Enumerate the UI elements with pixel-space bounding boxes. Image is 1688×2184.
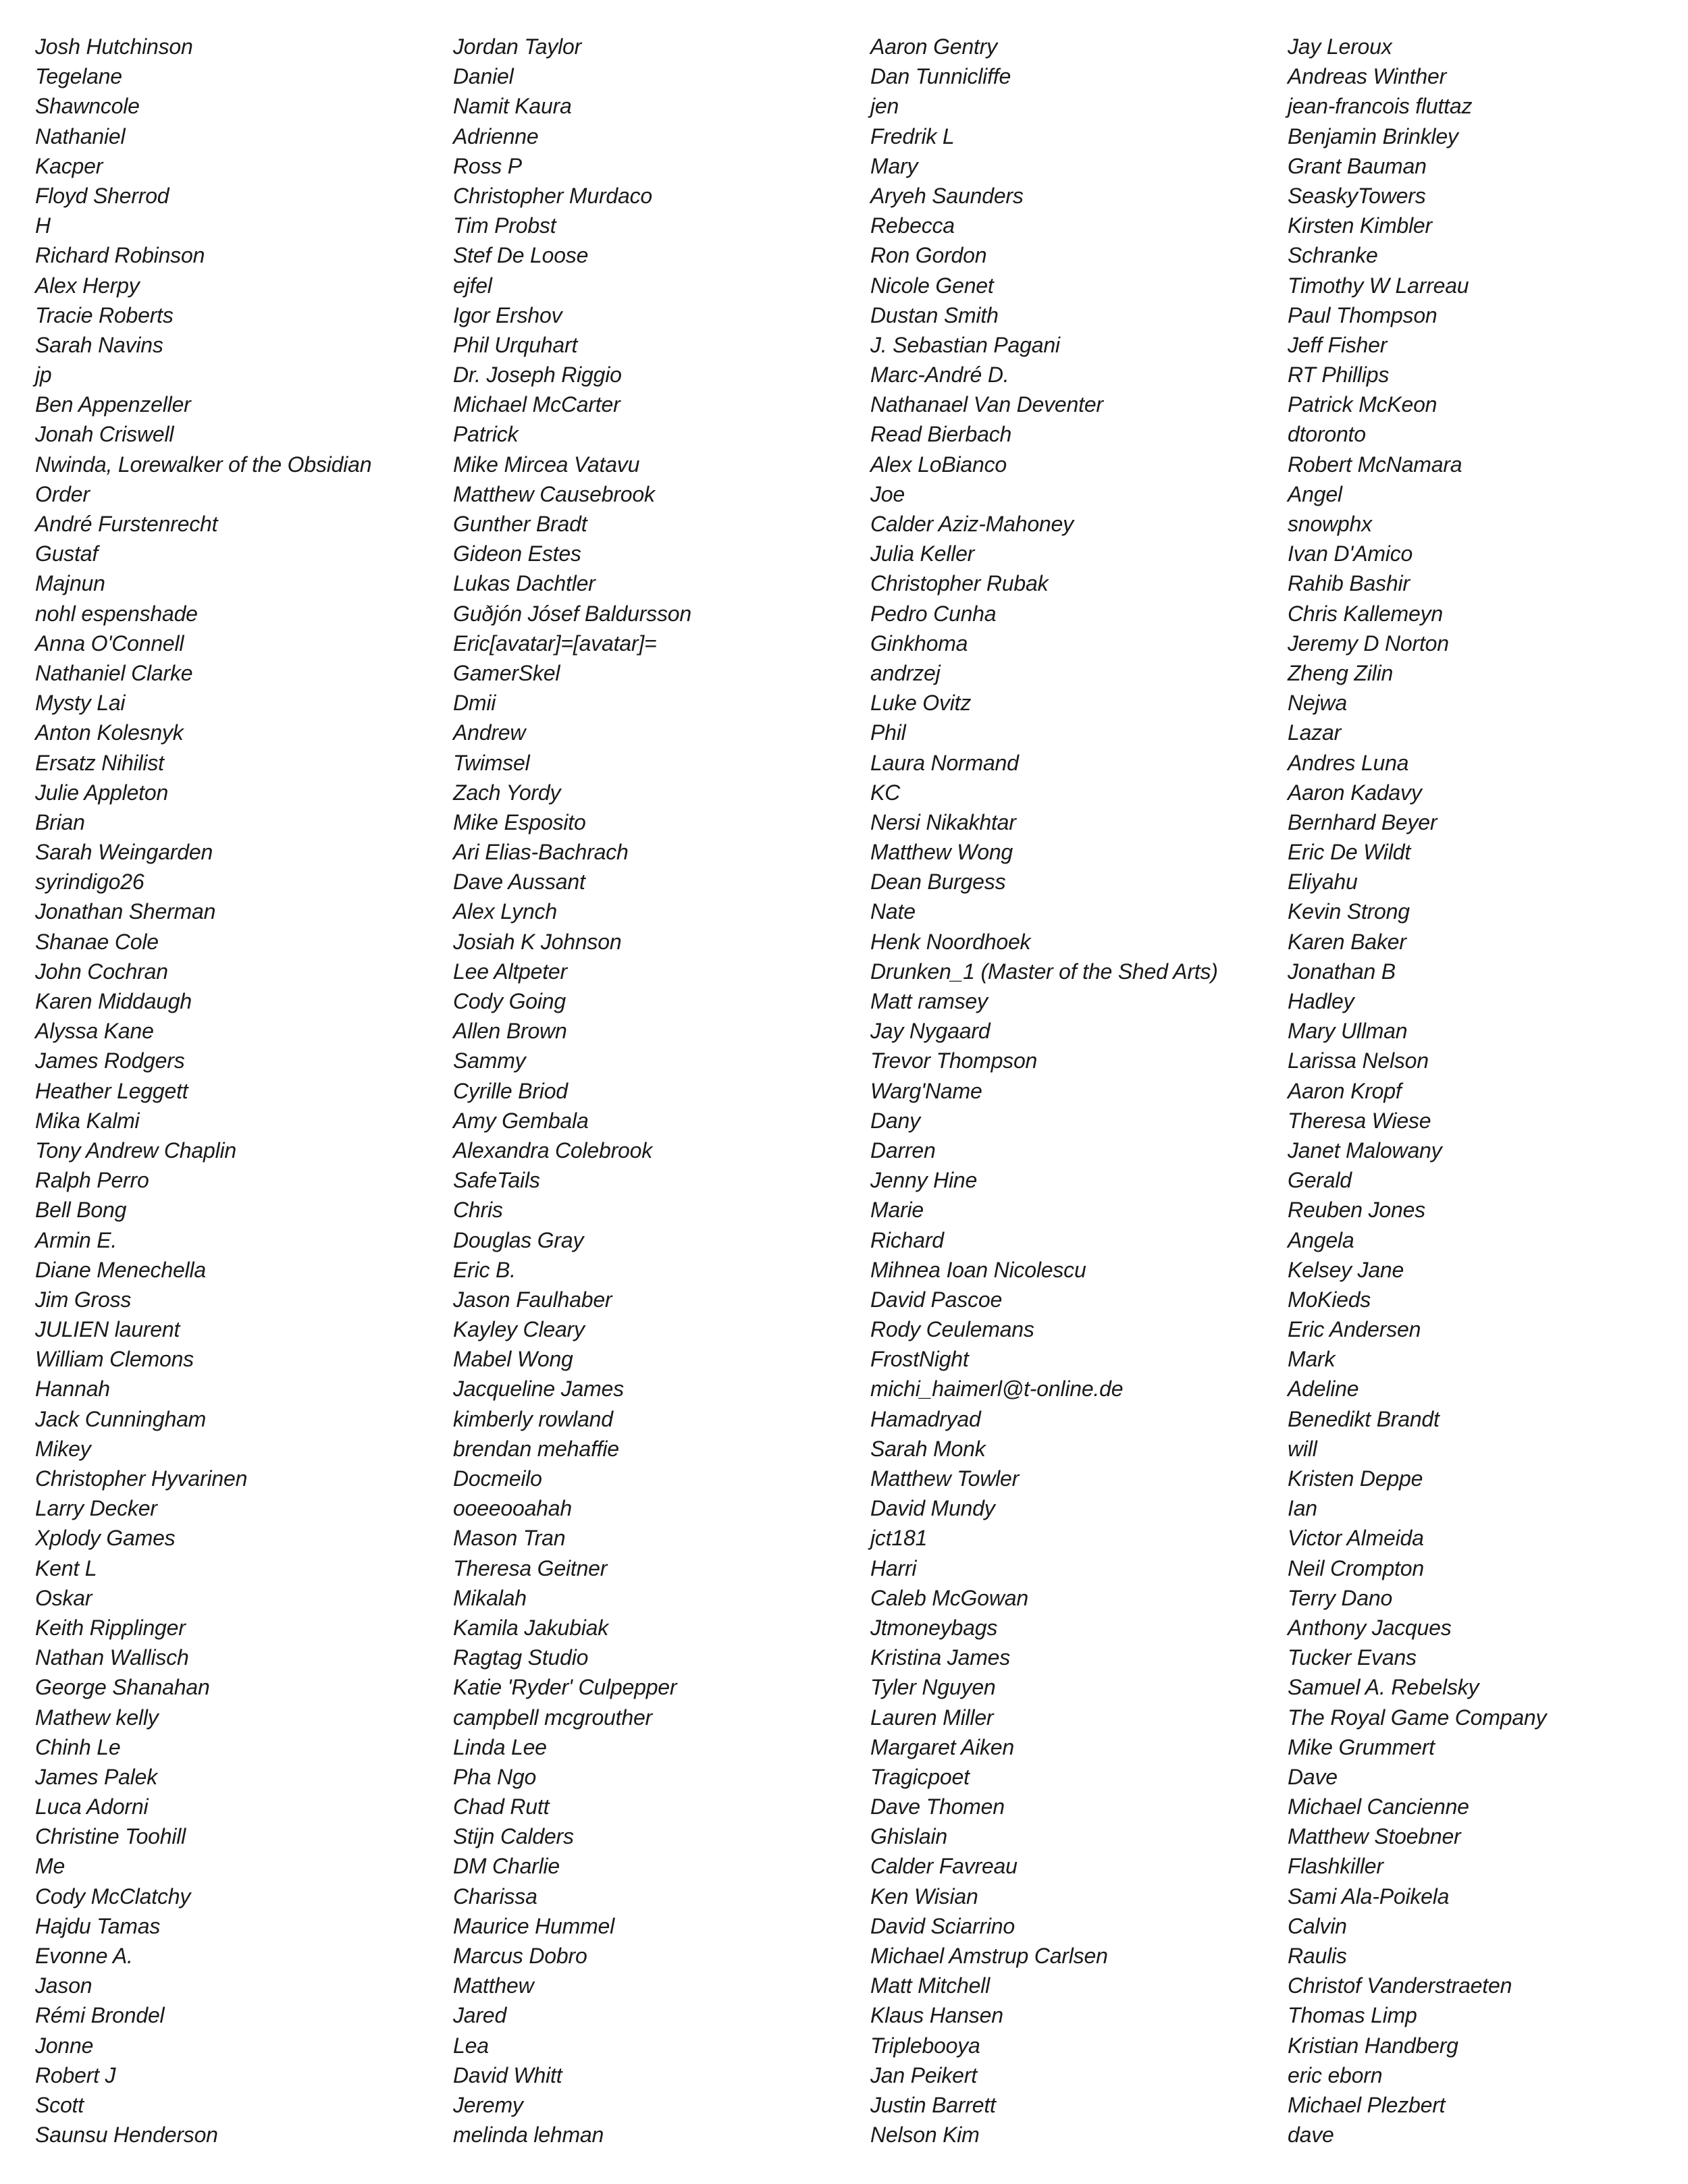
name-entry: Jonathan B — [1288, 959, 1396, 984]
name-entry: kimberly rowland — [453, 1406, 613, 1431]
name-entry: KC — [870, 780, 901, 805]
name-entry: Lea — [453, 2033, 489, 2058]
name-entry: Benedikt Brandt — [1288, 1406, 1440, 1431]
name-entry: Luke Ovitz — [870, 691, 972, 716]
name-entry: Mysty Lai — [35, 691, 126, 716]
name-entry: Zach Yordy — [453, 780, 561, 805]
name-entry: Jonathan Sherman — [35, 899, 216, 924]
name-entry: Dan Tunnicliffe — [870, 64, 1011, 89]
name-entry: Phil — [870, 720, 906, 745]
name-entry: Chris — [453, 1198, 503, 1223]
name-entry: Calder Aziz-Mahoney — [870, 512, 1074, 536]
name-entry: Lukas Dachtler — [453, 571, 596, 596]
name-entry: Patrick — [453, 422, 519, 447]
name-entry: Tragicpoet — [870, 1764, 970, 1789]
name-entry: FrostNight — [870, 1347, 969, 1372]
name-entry: Dany — [870, 1108, 920, 1133]
name-entry: Ken Wisian — [870, 1884, 978, 1909]
name-entry: David Whitt — [453, 2062, 562, 2087]
name-entry: Pha Ngo — [453, 1764, 537, 1789]
name-entry: Gunther Bradt — [453, 512, 587, 536]
name-entry: Eliyahu — [1288, 870, 1358, 895]
name-entry: jen — [870, 94, 899, 119]
name-entry: Dr. Joseph Riggio — [453, 363, 622, 388]
name-entry: Larry Decker — [35, 1496, 157, 1521]
name-entry: David Pascoe — [870, 1287, 1003, 1312]
name-entry: Ghislain — [870, 1824, 948, 1849]
name-entry: Kamila Jakubiak — [453, 1615, 609, 1640]
name-entry: John Cochran — [35, 959, 168, 984]
names-column-3 — [870, 32, 1275, 2150]
name-entry: Mabel Wong — [453, 1347, 573, 1372]
name-entry: Michael Plezbert — [1288, 2092, 1446, 2117]
name-entry: Stef De Loose — [453, 243, 589, 268]
name-entry: Nathan Wallisch — [35, 1645, 189, 1670]
name-entry: Henk Noordhoek — [870, 929, 1031, 954]
name-entry: Hadley — [1288, 989, 1354, 1013]
name-entry: Thomas Limp — [1288, 2003, 1417, 2028]
name-entry: Julie Appleton — [35, 780, 169, 805]
name-entry: Shawncole — [35, 94, 140, 119]
name-entry: Tyler Nguyen — [870, 1675, 996, 1700]
name-entry: Keith Ripplinger — [35, 1615, 186, 1640]
name-entry: David Sciarrino — [870, 1913, 1015, 1938]
name-entry: Amy Gembala — [453, 1108, 589, 1133]
name-entry: Matthew Towler — [870, 1466, 1020, 1491]
name-entry: Bernhard Beyer — [1288, 809, 1438, 834]
name-entry: Gerald — [1288, 1168, 1352, 1193]
name-entry: Order — [35, 481, 90, 506]
name-entry: Jonah Criswell — [35, 422, 174, 447]
name-entry: Jeremy — [453, 2092, 523, 2117]
name-entry: eric eborn — [1288, 2062, 1383, 2087]
name-entry: Michael McCarter — [453, 392, 621, 417]
name-entry: brendan mehaffie — [453, 1436, 619, 1461]
name-entry: Jordan Taylor — [453, 34, 582, 59]
name-entry: Mary Ullman — [1288, 1019, 1408, 1044]
name-entry: George Shanahan — [35, 1675, 210, 1700]
name-entry: SeaskyTowers — [1288, 183, 1426, 208]
name-entry: Nelson Kim — [870, 2123, 980, 2148]
name-entry: Ben Appenzeller — [35, 392, 191, 417]
name-entry: JULIEN laurent — [35, 1317, 180, 1342]
name-entry: Aaron Kadavy — [1288, 780, 1422, 805]
name-entry: Karen Baker — [1288, 929, 1406, 954]
name-entry: Evonne A. — [35, 1944, 133, 1968]
name-entry: Jack Cunningham — [35, 1406, 207, 1431]
name-entry: Warg'Name — [870, 1078, 982, 1103]
name-entry: Mika Kalmi — [35, 1108, 140, 1133]
name-entry: Eric[avatar]=[avatar]= — [453, 631, 657, 656]
name-entry: Josh Hutchinson — [35, 34, 193, 59]
name-entry: snowphx — [1288, 512, 1372, 536]
name-entry: Kristina James — [870, 1645, 1011, 1670]
name-entry: Matt Mitchell — [870, 1973, 990, 1998]
name-entry: Tucker Evans — [1288, 1645, 1417, 1670]
name-entry: Tracie Roberts — [35, 302, 174, 327]
name-entry: DM Charlie — [453, 1854, 560, 1879]
name-entry: The Royal Game Company — [1288, 1705, 1547, 1730]
name-entry: Eric B. — [453, 1257, 516, 1282]
name-entry: Anna O'Connell — [35, 631, 184, 656]
name-entry: melinda lehman — [453, 2123, 604, 2148]
name-entry: Adrienne — [453, 124, 539, 149]
name-entry: Dmii — [453, 691, 496, 716]
name-entry: Docmeilo — [453, 1466, 542, 1491]
name-entry: jean-francois fluttaz — [1288, 94, 1473, 119]
name-entry: michi_haimerl@t-online.de — [870, 1377, 1124, 1402]
name-entry: Ralph Perro — [35, 1168, 149, 1193]
name-entry: Allen Brown — [453, 1019, 567, 1044]
name-entry: Ragtag Studio — [453, 1645, 589, 1670]
name-entry: Jan Peikert — [870, 2062, 977, 2087]
name-entry: Rahib Bashir — [1288, 571, 1410, 596]
name-entry: Matthew — [453, 1973, 534, 1998]
name-entry: Samuel A. Rebelsky — [1288, 1675, 1479, 1700]
name-entry: Read Bierbach — [870, 422, 1012, 447]
name-entry: Sarah Monk — [870, 1436, 986, 1461]
name-entry: Christopher Hyvarinen — [35, 1466, 248, 1491]
name-entry: Sarah Navins — [35, 332, 163, 357]
name-entry: Jeremy D Norton — [1288, 631, 1449, 656]
name-entry: Armin E. — [35, 1227, 117, 1252]
name-entry: Lauren Miller — [870, 1705, 994, 1730]
name-entry: Oskar — [35, 1585, 93, 1610]
name-entry: Christopher Rubak — [870, 571, 1049, 596]
name-entry: dtoronto — [1288, 422, 1366, 447]
name-entry: Jared — [453, 2003, 507, 2028]
name-entry: Marie — [870, 1198, 924, 1223]
name-entry: Chinh Le — [35, 1734, 121, 1759]
name-entry: ooeeooahah — [453, 1496, 572, 1521]
name-entry: Nersi Nikakhtar — [870, 809, 1016, 834]
name-entry: Sami Ala-Poikela — [1288, 1884, 1450, 1909]
name-entry: Shanae Cole — [35, 929, 159, 954]
name-entry: Ersatz Nihilist — [35, 750, 164, 775]
name-entry: Terry Dano — [1288, 1585, 1393, 1610]
name-entry: Pedro Cunha — [870, 601, 997, 626]
name-entry: Karen Middaugh — [35, 989, 192, 1013]
name-entry: Victor Almeida — [1288, 1526, 1424, 1551]
name-entry: Floyd Sherrod — [35, 183, 169, 208]
name-entry: Alexandra Colebrook — [453, 1138, 653, 1163]
name-entry: Jay Leroux — [1288, 34, 1392, 59]
name-entry: SafeTails — [453, 1168, 540, 1193]
name-entry: Patrick McKeon — [1288, 392, 1438, 417]
name-entry: Raulis — [1288, 1944, 1347, 1968]
name-entry: Kristen Deppe — [1288, 1466, 1423, 1491]
name-entry: Dean Burgess — [870, 870, 1006, 895]
name-entry: GamerSkel — [453, 660, 560, 685]
name-entry: Schranke — [1288, 243, 1378, 268]
name-entry: J. Sebastian Pagani — [870, 332, 1060, 357]
name-entry: Fredrik L — [870, 124, 955, 149]
name-entry: Margaret Aiken — [870, 1734, 1014, 1759]
name-entry: Hannah — [35, 1377, 110, 1402]
names-column-1 — [35, 32, 440, 2150]
name-entry: Christof Vanderstraeten — [1288, 1973, 1512, 1998]
name-entry: Angel — [1288, 481, 1342, 506]
name-entry: nohl espenshade — [35, 601, 198, 626]
name-entry: Adeline — [1288, 1377, 1359, 1402]
name-entry: Matthew Stoebner — [1288, 1824, 1461, 1849]
name-entry: Katie 'Ryder' Culpepper — [453, 1675, 677, 1700]
name-entry: Ivan D'Amico — [1288, 541, 1413, 566]
name-entry: Matt ramsey — [870, 989, 988, 1013]
name-entry: jp — [35, 363, 52, 388]
name-entry: Michael Cancienne — [1288, 1794, 1469, 1819]
name-entry: Caleb McGowan — [870, 1585, 1028, 1610]
name-entry: Nicole Genet — [870, 273, 994, 298]
name-entry: Jason — [35, 1973, 93, 1998]
name-entry: Mark — [1288, 1347, 1336, 1372]
name-entry: Reuben Jones — [1288, 1198, 1425, 1223]
name-entry: Douglas Gray — [453, 1227, 584, 1252]
name-entry: Hamadryad — [870, 1406, 981, 1431]
name-entry: Heather Leggett — [35, 1078, 188, 1103]
name-entry: Janet Malowany — [1288, 1138, 1442, 1163]
name-entry: Timothy W Larreau — [1288, 273, 1469, 298]
name-entry: Brian — [35, 809, 85, 834]
name-entry: Andreas Winther — [1288, 64, 1447, 89]
name-entry: Diane Menechella — [35, 1257, 206, 1282]
name-entry: Kacper — [35, 153, 103, 178]
name-entry: Ross P — [453, 153, 522, 178]
name-entry: Aryeh Saunders — [870, 183, 1024, 208]
name-entry: Gideon Estes — [453, 541, 581, 566]
name-entry: Aaron Gentry — [870, 34, 997, 59]
name-entry: Kent L — [35, 1555, 97, 1580]
name-entry: Matthew Causebrook — [453, 481, 655, 506]
name-entry: Igor Ershov — [453, 302, 562, 327]
name-entry: Dustan Smith — [870, 302, 999, 327]
name-entry: Eric Andersen — [1288, 1317, 1421, 1342]
name-entry: Linda Lee — [453, 1734, 547, 1759]
name-entry: Dave — [1288, 1764, 1338, 1789]
name-entry: Ginkhoma — [870, 631, 968, 656]
name-entry: Paul Thompson — [1288, 302, 1438, 327]
name-entry: Kelsey Jane — [1288, 1257, 1404, 1282]
name-entry: Sammy — [453, 1048, 526, 1073]
name-entry: Theresa Geitner — [453, 1555, 608, 1580]
name-entry: Michael Amstrup Carlsen — [870, 1944, 1108, 1968]
name-entry: Jonne — [35, 2033, 94, 2058]
name-entry: campbell mcgrouther — [453, 1705, 652, 1730]
name-entry: Kayley Cleary — [453, 1317, 585, 1342]
name-entry: Klaus Hansen — [870, 2003, 1003, 2028]
name-entry: Eric De Wildt — [1288, 840, 1411, 865]
name-entry: Justin Barrett — [870, 2092, 996, 2117]
name-entry: MoKieds — [1288, 1287, 1371, 1312]
name-entry: Mathew kelly — [35, 1705, 159, 1730]
name-entry: Nate — [870, 899, 916, 924]
name-entry: Twimsel — [453, 750, 530, 775]
name-entry: Anton Kolesnyk — [35, 720, 184, 745]
name-entry: Kevin Strong — [1288, 899, 1410, 924]
name-entry: Andres Luna — [1288, 750, 1409, 775]
name-entry: Triplebooya — [870, 2033, 980, 2058]
name-entry: Nathaniel Clarke — [35, 660, 193, 685]
name-entry: Jason Faulhaber — [453, 1287, 612, 1312]
name-entry: Alex Herpy — [35, 273, 140, 298]
names-column-2 — [453, 32, 858, 2150]
name-entry: Trevor Thompson — [870, 1048, 1038, 1073]
name-entry: Mike Mircea Vatavu — [453, 452, 640, 477]
name-entry: Rémi Brondel — [35, 2003, 165, 2028]
name-entry: Joe — [870, 481, 905, 506]
name-entry: Daniel — [453, 64, 514, 89]
name-entry: Robert McNamara — [1288, 452, 1462, 477]
name-entry: Neil Crompton — [1288, 1555, 1424, 1580]
name-entry: Andrew — [453, 720, 526, 745]
name-entry: Ron Gordon — [870, 243, 987, 268]
name-entry: Jenny Hine — [870, 1168, 978, 1193]
name-entry: Ari Elias-Bachrach — [453, 840, 629, 865]
name-entry: Kirsten Kimbler — [1288, 213, 1432, 238]
name-entry: Robert J — [35, 2062, 116, 2087]
name-entry: Saunsu Henderson — [35, 2123, 218, 2148]
name-entry: Namit Kaura — [453, 94, 572, 119]
name-entry: Nathanael Van Deventer — [870, 392, 1103, 417]
name-entry: Kristian Handberg — [1288, 2033, 1458, 2058]
name-entry: Grant Bauman — [1288, 153, 1427, 178]
name-entry: Alex Lynch — [453, 899, 557, 924]
name-entry: H — [35, 213, 51, 238]
name-entry: Flashkiller — [1288, 1854, 1383, 1879]
name-entry: Richard Robinson — [35, 243, 205, 268]
name-entry: Xplody Games — [35, 1526, 176, 1551]
name-entry: Anthony Jacques — [1288, 1615, 1452, 1640]
name-entry: Rebecca — [870, 213, 955, 238]
name-entry: Dave Thomen — [870, 1794, 1005, 1819]
name-entry: Richard — [870, 1227, 944, 1252]
name-entry: Lee Altpeter — [453, 959, 567, 984]
name-entry: Marc-André D. — [870, 363, 1009, 388]
name-entry: Stijn Calders — [453, 1824, 574, 1849]
name-entry: Benjamin Brinkley — [1288, 124, 1458, 149]
name-entry: will — [1288, 1436, 1317, 1461]
name-entry: Theresa Wiese — [1288, 1108, 1431, 1133]
name-entry: Matthew Wong — [870, 840, 1013, 865]
name-entry: Mikalah — [453, 1585, 527, 1610]
name-entry: dave — [1288, 2123, 1334, 2148]
name-entry: James Palek — [35, 1764, 157, 1789]
name-entry: Mason Tran — [453, 1526, 566, 1551]
name-entry: Charissa — [453, 1884, 537, 1909]
name-entry: Alyssa Kane — [35, 1019, 154, 1044]
name-entry: syrindigo26 — [35, 870, 144, 895]
name-entry: Rody Ceulemans — [870, 1317, 1034, 1342]
name-entry: Cyrille Briod — [453, 1078, 568, 1103]
name-entry: Jeff Fisher — [1288, 332, 1388, 357]
name-entry: Nejwa — [1288, 691, 1347, 716]
name-entry: Alex LoBianco — [870, 452, 1007, 477]
name-entry: jct181 — [870, 1526, 928, 1551]
name-entry: Mike Esposito — [453, 809, 586, 834]
name-entry: Aaron Kropf — [1288, 1078, 1402, 1103]
name-entry: Larissa Nelson — [1288, 1048, 1429, 1073]
name-entry: Chris Kallemeyn — [1288, 601, 1443, 626]
name-entry: Mihnea Ioan Nicolescu — [870, 1257, 1086, 1282]
name-entry: Bell Bong — [35, 1198, 127, 1223]
name-entry: Laura Normand — [870, 750, 1019, 775]
name-entry: Nathaniel — [35, 124, 126, 149]
name-entry: Josiah K Johnson — [453, 929, 622, 954]
name-entry: André Furstenrecht — [35, 512, 218, 536]
name-entry: ejfel — [453, 273, 492, 298]
name-entry: Scott — [35, 2092, 84, 2117]
name-entry: Harri — [870, 1555, 917, 1580]
name-entry: Tony Andrew Chaplin — [35, 1138, 237, 1163]
name-entry: Marcus Dobro — [453, 1944, 587, 1968]
name-entry: Jim Gross — [35, 1287, 132, 1312]
name-entry: Cody McClatchy — [35, 1884, 191, 1909]
name-entry: Mikey — [35, 1436, 91, 1461]
name-entry: Calvin — [1288, 1913, 1347, 1938]
name-entry: Julia Keller — [870, 541, 975, 566]
name-entry: Guðjón Jósef Baldursson — [453, 601, 691, 626]
name-entry: Me — [35, 1854, 65, 1879]
name-entry: Sarah Weingarden — [35, 840, 213, 865]
name-entry: Jtmoneybags — [870, 1615, 998, 1640]
name-entry: Hajdu Tamas — [35, 1913, 161, 1938]
name-entry: Maurice Hummel — [453, 1913, 615, 1938]
name-entry: Chad Rutt — [453, 1794, 550, 1819]
name-entry: Drunken_1 (Master of the Shed Arts) — [870, 959, 1218, 984]
name-entry: Phil Urquhart — [453, 332, 578, 357]
name-entry: RT Phillips — [1288, 363, 1390, 388]
name-entry: Gustaf — [35, 541, 99, 566]
name-entry: Nwinda, Lorewalker of the Obsidian — [35, 452, 372, 477]
name-entry: Jacqueline James — [453, 1377, 624, 1402]
name-entry: William Clemons — [35, 1347, 194, 1372]
name-entry: Majnun — [35, 571, 105, 596]
name-entry: Calder Favreau — [870, 1854, 1018, 1879]
name-entry: Dave Aussant — [453, 870, 585, 895]
name-entry: Zheng Zilin — [1288, 660, 1394, 685]
name-entry: Cody Going — [453, 989, 566, 1013]
name-entry: Darren — [870, 1138, 936, 1163]
names-column-4 — [1288, 32, 1688, 2150]
name-entry: Mary — [870, 153, 918, 178]
name-entry: David Mundy — [870, 1496, 995, 1521]
name-entry: Christine Toohill — [35, 1824, 186, 1849]
name-entry: Ian — [1288, 1496, 1317, 1521]
name-entry: Tim Probst — [453, 213, 556, 238]
name-entry: James Rodgers — [35, 1048, 185, 1073]
name-entry: Angela — [1288, 1227, 1354, 1252]
name-entry: Mike Grummert — [1288, 1734, 1435, 1759]
name-entry: Christopher Murdaco — [453, 183, 652, 208]
name-entry: andrzej — [870, 660, 941, 685]
name-entry: Jay Nygaard — [870, 1019, 991, 1044]
name-entry: Tegelane — [35, 64, 122, 89]
name-entry: Lazar — [1288, 720, 1342, 745]
name-entry: Luca Adorni — [35, 1794, 149, 1819]
